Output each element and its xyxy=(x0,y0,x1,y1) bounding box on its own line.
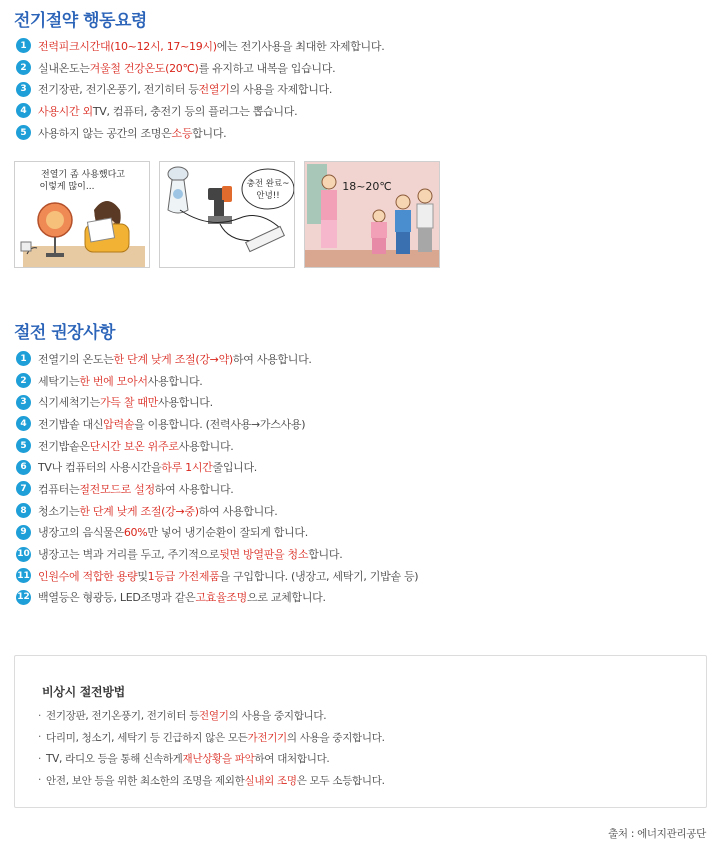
recommendation-item xyxy=(16,478,418,500)
emergency-item xyxy=(38,770,385,792)
number-badge: 5 xyxy=(16,438,31,453)
number-badge: 10 xyxy=(16,547,31,562)
panel1-text-2: 이렇게 많이... xyxy=(39,182,95,192)
item-text: 전열기의 온도는 xyxy=(38,352,114,366)
number-badge: 7 xyxy=(16,481,31,496)
emergency-title: 비상시 절전방법 xyxy=(42,685,125,699)
number-badge: 1 xyxy=(16,351,31,366)
item-text: 냉장고는 벽과 거리를 두고, 주기적으로 xyxy=(38,548,220,562)
highlight-text: 한 단계 낮게 조절(강→중) xyxy=(79,504,199,518)
highlight-text: 겨울철 건강온도(20℃) xyxy=(89,61,199,75)
highlight-text: 전열기 xyxy=(199,710,229,723)
highlight-text: 전력피크시간대(10~12시, 17~19시) xyxy=(38,39,217,53)
bullet-dot: · xyxy=(38,774,42,787)
panel2-text-1: 충전 완료~ xyxy=(246,179,290,189)
emergency-item xyxy=(38,705,385,727)
recommendation-item xyxy=(16,522,418,544)
item-text: 를 유지하고 내복을 입습니다. xyxy=(198,61,336,75)
item-text: 세탁기는 xyxy=(38,374,80,388)
highlight-text: 사용시간 외 xyxy=(38,104,93,118)
item-text: 의 사용을 중지합니다. xyxy=(286,731,385,744)
illustration-heater xyxy=(14,161,150,268)
number-badge: 3 xyxy=(16,82,31,97)
highlight-text: 한 번에 모아서 xyxy=(79,374,148,388)
bullet-dot: · xyxy=(38,709,42,722)
panel3-temperature-text: 18~20℃ xyxy=(342,180,392,193)
item-text: 사용합니다. xyxy=(158,396,213,410)
recommendation-item xyxy=(16,370,418,392)
item-text: 의 사용을 자제합니다. xyxy=(229,83,333,97)
item-text: 하여 사용합니다. xyxy=(232,352,312,366)
bullet-dot: · xyxy=(38,752,42,765)
section2-title: 절전 권장사항 xyxy=(14,323,115,343)
item-text: 사용하지 않는 공간의 조명은 xyxy=(38,126,172,140)
highlight-text: 60% xyxy=(123,525,148,539)
emergency-item xyxy=(38,727,385,749)
highlight-text: 실내외 조명 xyxy=(244,774,297,787)
item-text: 안전, 보안 등을 위한 최소한의 조명을 제외한 xyxy=(46,774,245,787)
highlight-text: 가전기기 xyxy=(247,731,287,744)
item-text: 하여 사용합니다. xyxy=(154,482,234,496)
item-text: TV, 컴퓨터, 충전기 등의 플러그는 뽑습니다. xyxy=(92,104,298,118)
highlight-text: 뒷면 방열판을 청소 xyxy=(219,548,309,562)
highlight-text: 재난상황을 파악 xyxy=(182,753,255,766)
item-text: 합니다. xyxy=(308,548,343,562)
number-badge: 3 xyxy=(16,395,31,410)
action-tip-item xyxy=(16,78,384,100)
item-text: 컴퓨터는 xyxy=(38,482,80,496)
action-tip-item xyxy=(16,57,384,79)
item-text: 전기밥솥은 xyxy=(38,439,90,453)
number-badge: 2 xyxy=(16,373,31,388)
bullet-dot: · xyxy=(38,731,42,744)
number-badge: 12 xyxy=(16,590,31,605)
section1-title: 전기절약 행동요령 xyxy=(14,11,147,31)
action-tip-item xyxy=(16,100,384,122)
source-credit: 출처 : 에너지관리공단 xyxy=(608,828,706,840)
highlight-text: 전열기 xyxy=(198,83,230,97)
item-text: 에는 전기사용을 최대한 자제합니다. xyxy=(216,39,385,53)
number-badge: 5 xyxy=(16,125,31,140)
emergency-box xyxy=(14,655,707,808)
recommendation-item xyxy=(16,587,418,609)
action-tips-list xyxy=(16,35,384,143)
highlight-text: 소등 xyxy=(171,126,193,140)
item-text: 냉장고의 음식물은 xyxy=(38,526,124,540)
highlight-text: 단시간 보온 위주로 xyxy=(89,439,179,453)
item-text: 의 사용을 중지합니다. xyxy=(228,710,327,723)
number-badge: 4 xyxy=(16,103,31,118)
number-badge: 4 xyxy=(16,416,31,431)
recommendation-item xyxy=(16,348,418,370)
item-text: 은 모두 소등합니다. xyxy=(296,774,385,787)
item-text: 하여 사용합니다. xyxy=(198,504,278,518)
highlight-text: 인원수에 적합한 용량 xyxy=(38,569,138,583)
item-text: 으로 교체합니다. xyxy=(247,591,326,605)
item-text: 줄입니다. xyxy=(212,461,258,475)
recommendation-item xyxy=(16,391,418,413)
item-text: 전기장판, 전기온풍기, 전기히터 등 xyxy=(46,710,200,723)
item-text: 다리미, 청소기, 세탁기 등 긴급하지 않은 모든 xyxy=(46,731,248,744)
illustration-chargers xyxy=(159,161,295,268)
number-badge: 6 xyxy=(16,460,31,475)
highlight-text: 절전모드로 설정 xyxy=(79,482,155,496)
number-badge: 2 xyxy=(16,60,31,75)
item-text: 식기세척기는 xyxy=(38,396,100,410)
item-text: 을 이용합니다. (전력사용→가스사용) xyxy=(134,417,306,431)
recommendation-item xyxy=(16,435,418,457)
item-text: 하여 대처합니다. xyxy=(254,753,330,766)
recommendation-item xyxy=(16,500,418,522)
recommendation-item xyxy=(16,456,418,478)
highlight-text: 한 단계 낮게 조절(강→약) xyxy=(113,352,233,366)
emergency-list xyxy=(38,705,385,791)
highlight-text: 1등급 가전제품 xyxy=(147,569,220,583)
item-text: 백열등은 형광등, LED조명과 같은 xyxy=(38,591,196,605)
number-badge: 11 xyxy=(16,568,31,583)
recommendation-item xyxy=(16,413,418,435)
item-text: 전기장판, 전기온풍기, 전기히터 등 xyxy=(38,83,199,97)
item-text: TV나 컴퓨터의 사용시간을 xyxy=(38,461,162,475)
number-badge: 1 xyxy=(16,38,31,53)
item-text: 을 구입합니다. (냉장고, 세탁기, 기밥솥 등) xyxy=(219,569,419,583)
item-text: 전기밥솥 대신 xyxy=(38,417,104,431)
item-text: 및 xyxy=(137,569,148,583)
action-tip-item xyxy=(16,122,384,144)
emergency-item xyxy=(38,748,385,770)
panel2-text-2: 안녕!! xyxy=(256,191,280,201)
item-text: 실내온도는 xyxy=(38,61,90,75)
highlight-text: 하루 1시간 xyxy=(161,461,213,475)
highlight-text: 가득 찰 때만 xyxy=(99,396,158,410)
recommendation-item xyxy=(16,565,418,587)
highlight-text: 압력솥 xyxy=(103,417,135,431)
action-tip-item xyxy=(16,35,384,57)
highlight-text: 고효율조명 xyxy=(195,591,247,605)
number-badge: 9 xyxy=(16,525,31,540)
recommendation-item xyxy=(16,543,418,565)
item-text: 사용합니다. xyxy=(147,374,203,388)
panel1-text-1: 전열기 좀 사용했다고 xyxy=(41,170,125,180)
item-text: 사용합니다. xyxy=(178,439,234,453)
item-text: 합니다. xyxy=(192,126,227,140)
illustration-family-temperature xyxy=(304,161,440,268)
item-text: TV, 라디오 등을 통해 신속하게 xyxy=(46,753,183,766)
item-text: 청소기는 xyxy=(38,504,80,518)
item-text: 만 넣어 냉기순환이 잘되게 합니다. xyxy=(147,526,308,540)
recommendations-list xyxy=(16,348,418,608)
number-badge: 8 xyxy=(16,503,31,518)
